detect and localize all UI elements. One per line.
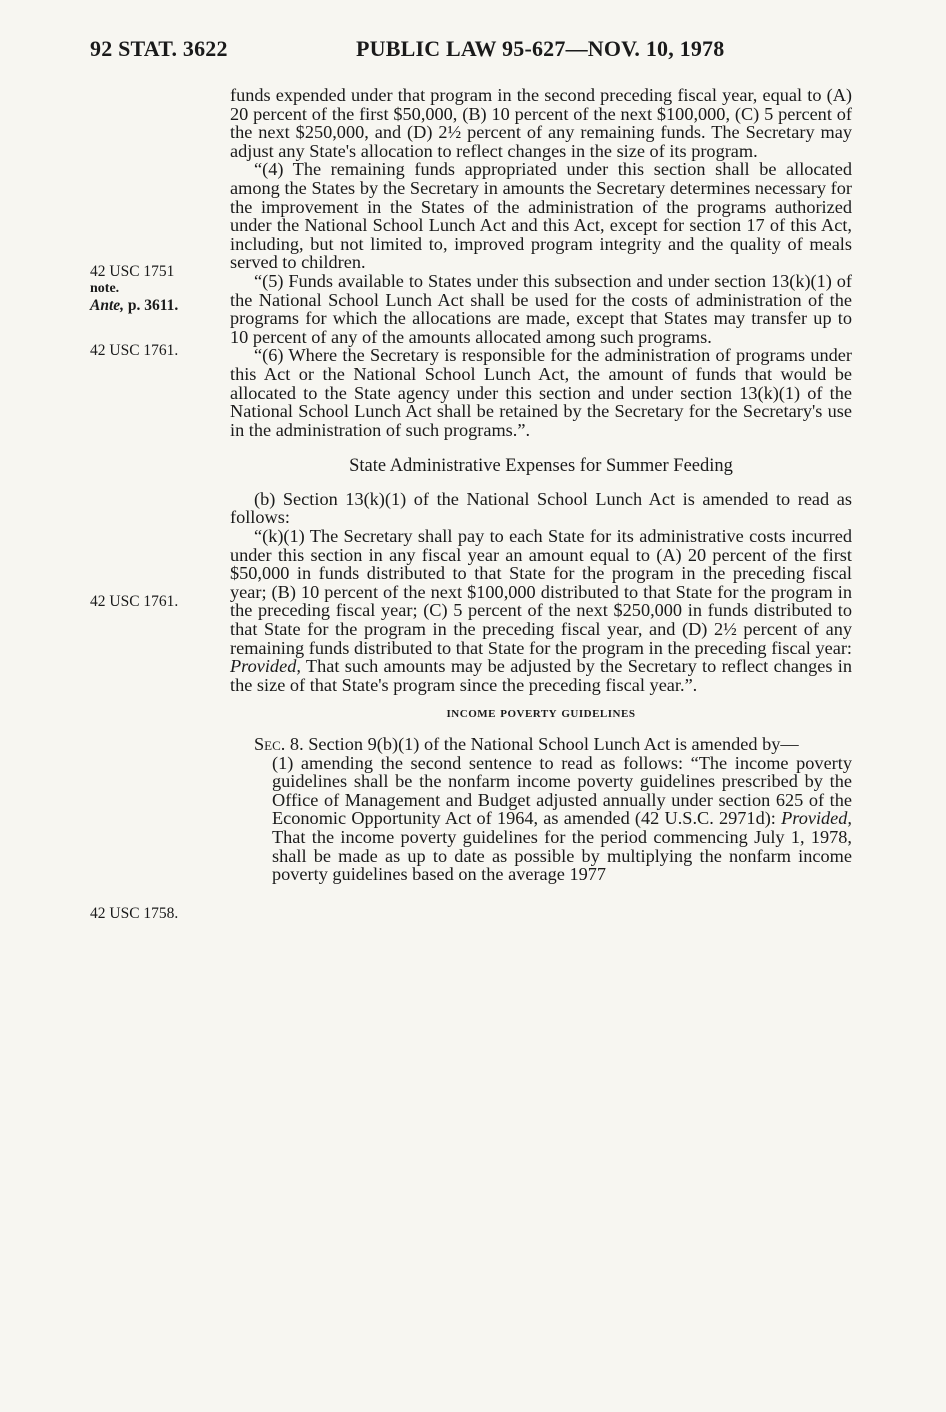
item-1-text: (1) amending the second sentence to read as follows: “The income poverty guidelines shall be the nonfarm income poverty guidelines prescribed by the Office of Management and Budget adjusted annually under section 625 of the Economic Opportunity Act of 1964, as amended (42 U.S.C. 2971d): xyxy=(272,752,852,829)
public-law-title: PUBLIC LAW 95-627—NOV. 10, 1978 xyxy=(356,36,725,61)
ante-page: p. 3611. xyxy=(124,297,179,314)
paragraph-continued: funds expended under that program in the second preceding fiscal year, equal to (A) 20 percent of the first $50,000, (B) 10 percent of the next $100,000, (C) 5 percent of the next $250,000, and (D) 2½ percent of any remaining funds. The Secretary may adjust any State's allocation to reflect changes in the size of its program. xyxy=(230,85,852,161)
margin-note-1761-b: 42 USC 1761. xyxy=(90,593,179,610)
item-1 xyxy=(248,754,852,884)
margin-note-1758: 42 USC 1758. xyxy=(90,905,179,922)
margin-note-1751 xyxy=(90,263,178,314)
paragraph-6: “(6) Where the Secretary is responsible for the administration of programs under this Act or the National School Lunch Act, the amount of funds that would be allocated to the State agency under this section and under section 13(k)(1) of the National School Lunch Act shall be retained by the Secretary for the Secretary's use in the administration of such programs.”. xyxy=(230,345,852,440)
paragraph-4: “(4) The remaining funds appropriated under this section shall be allocated among the States by the Secretary in amounts the Secretary determines necessary for the improvement in the States of the administration of the programs authorized under the National School Lunch Act and this Act, except for section 17 of this Act, including, but not limited to, improved program integrity and the quality of meals served to children. xyxy=(230,159,852,273)
item-1-tail: That the income poverty guidelines for the period commencing July 1, 1978, shall be made as up to date as possible by multiplying the nonfarm income poverty guidelines based on the average 1977 xyxy=(272,826,852,885)
paragraph-k1 xyxy=(230,527,852,694)
section-heading-summer-feeding: State Administrative Expenses for Summer Feeding xyxy=(349,456,733,477)
margin-note-1751-cite: 42 USC 1751 xyxy=(90,263,175,280)
section-8-text: 8. Section 9(b)(1) of the National School Lunch Act is amended by— xyxy=(285,734,799,754)
paragraph-k1-text: “(k)(1) The Secretary shall pay to each State for its administrative costs incurred under this section in any fiscal year an amount equal to (A) 20 percent of the first $50,000 in funds distributed to that State for the program in the preceding fiscal year; (B) 10 percent of the next $100,000 distributed to that State for the program in the preceding fiscal year; (C) 5 percent of the next $250,000 in funds distributed to that State for the program in the preceding fiscal year, and (D) 2½ percent of any remaining funds distributed to that State for the program in the preceding fiscal year: xyxy=(230,526,852,658)
margin-note-1751-ante xyxy=(90,297,178,314)
paragraph-5: “(5) Funds available to States under this subsection and under section 13(k)(1) of the National School Lunch Act shall be used for the costs of administration of the programs for which the allocations are made, except that States may transfer up to 10 percent of any of the amounts allocated among such programs. xyxy=(230,270,852,347)
margin-note-1761-a: 42 USC 1761. xyxy=(90,342,179,359)
provided-italic: Provided, xyxy=(230,656,301,677)
document-body xyxy=(230,86,852,884)
ante-italic: Ante, xyxy=(90,297,125,314)
paragraph-k1-tail: That such amounts may be adjusted by the Secretary to reflect changes in the size of that State's program since the preceding fiscal year.”. xyxy=(230,656,852,695)
section-heading-income-poverty: income poverty guidelines xyxy=(446,705,636,722)
page-header xyxy=(90,36,850,66)
provided-italic-2: Provided, xyxy=(781,808,852,829)
section-8 xyxy=(230,735,852,754)
sec-label: Sec. xyxy=(254,734,286,754)
margin-note-1751-note: note. xyxy=(90,281,120,296)
stat-page-number: 92 STAT. 3622 xyxy=(90,36,228,61)
paragraph-b: (b) Section 13(k)(1) of the National School Lunch Act is amended to read as follows: xyxy=(230,488,852,528)
